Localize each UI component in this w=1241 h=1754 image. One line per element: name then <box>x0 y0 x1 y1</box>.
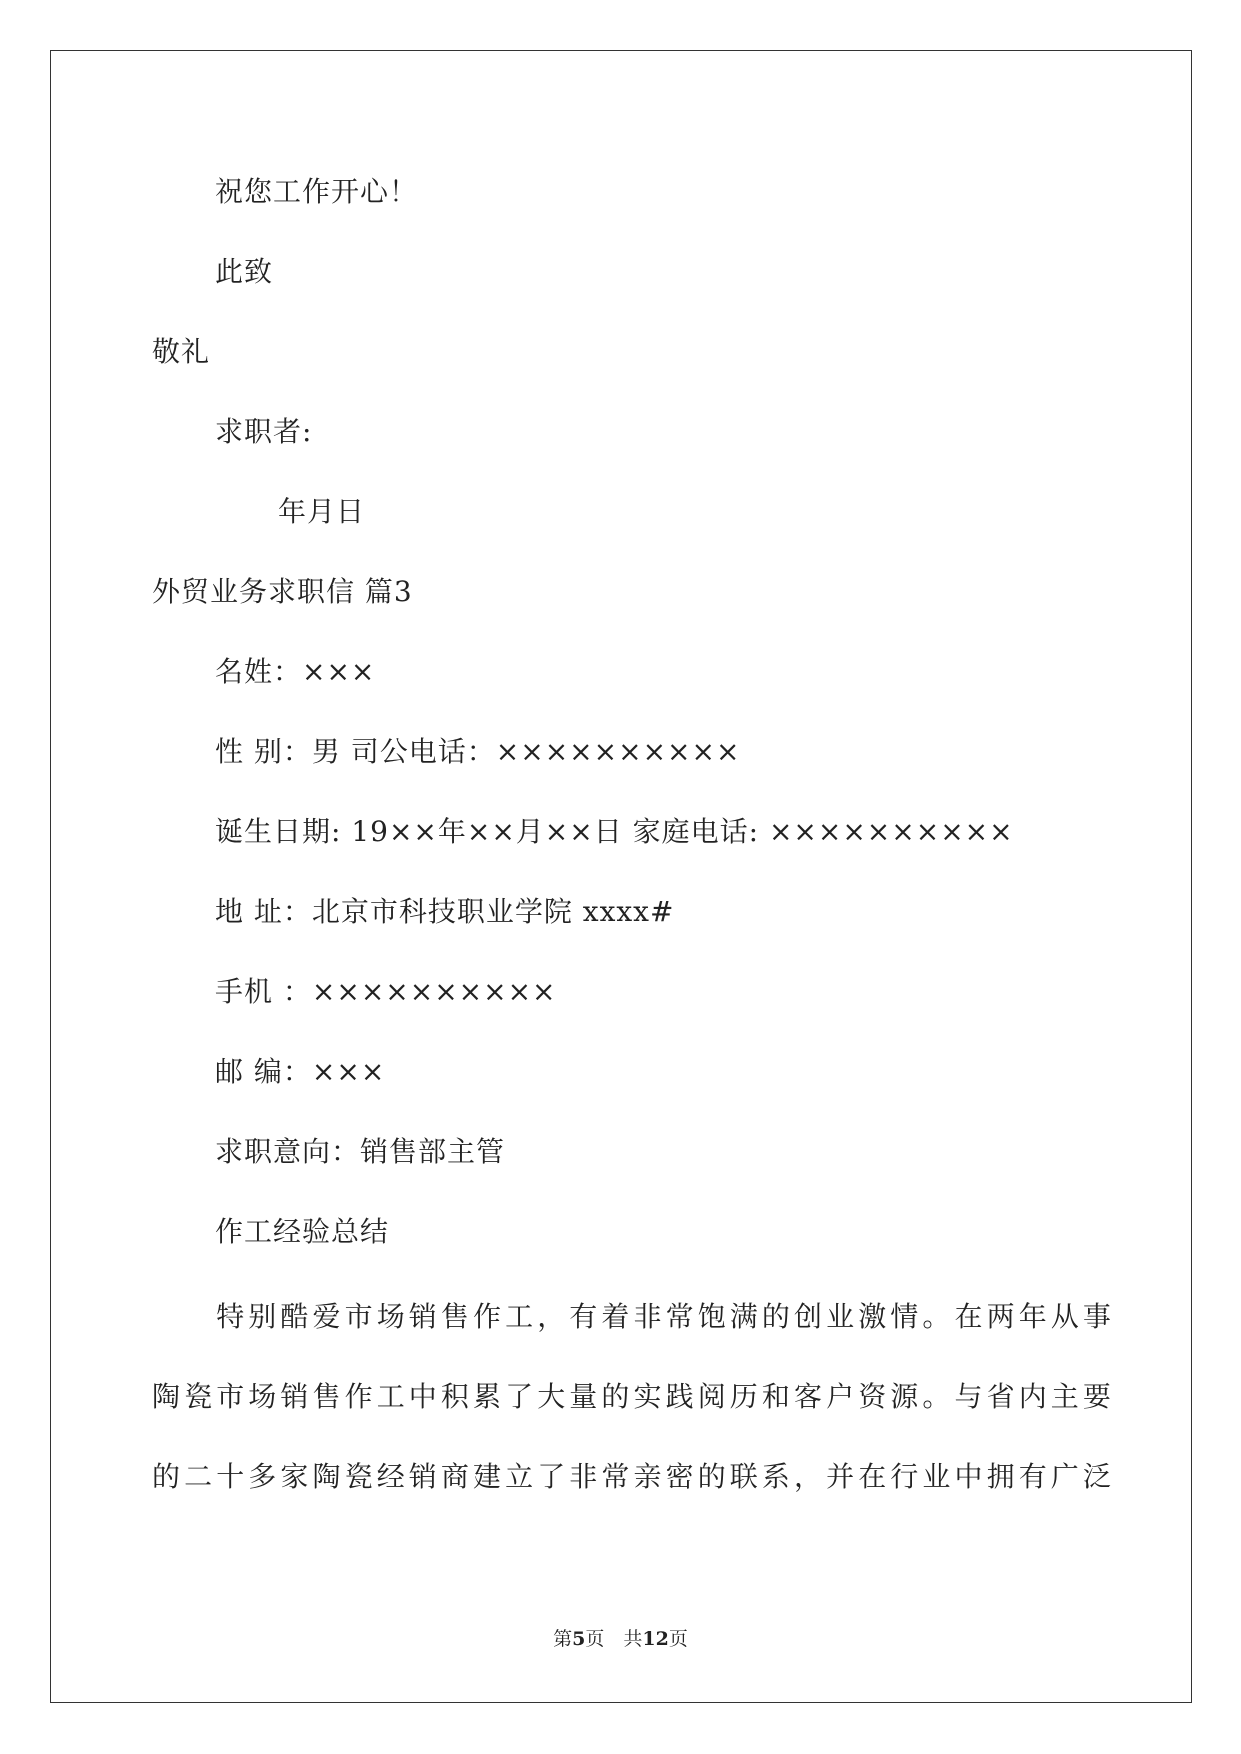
closing-ci-zhi: 此致 <box>215 255 274 288</box>
signature-applicant: 求职者: <box>215 415 313 448</box>
field-job-intent: 求职意向：销售部主管 <box>215 1135 506 1168</box>
closing-jing-li: 敬礼 <box>152 335 211 368</box>
experience-heading: 作工经验总结 <box>215 1215 390 1248</box>
page-border <box>50 50 1192 1703</box>
page-footer <box>0 1627 1241 1651</box>
field-name: 名姓：××× <box>215 655 376 688</box>
closing-wish: 祝您工作开心！ <box>215 175 419 208</box>
field-postcode: 邮 编：××× <box>215 1055 386 1088</box>
field-birth-home-phone: 诞生日期: 19××年××月××日 家庭电话: ×××××××××× <box>215 815 1014 848</box>
section-heading: 外贸业务求职信 篇3 <box>152 575 413 608</box>
field-gender-phone: 性 别：男 司公电话：×××××××××× <box>215 735 741 768</box>
paragraph-line-2: 陶瓷市场销售作工中积累了大量的实践阅历和客户资源。与省内主要 <box>152 1380 1116 1413</box>
footer-prefix: 第 <box>553 1628 573 1650</box>
footer-total-pages: 12 <box>642 1628 669 1650</box>
footer-page-number: 5 <box>572 1628 586 1650</box>
field-mobile: 手机 ：×××××××××× <box>215 975 557 1008</box>
footer-suffix: 页 <box>668 1628 688 1650</box>
signature-date: 年月日 <box>278 495 366 528</box>
paragraph-line-3: 的二十多家陶瓷经销商建立了非常亲密的联系，并在行业中拥有广泛 <box>152 1460 1116 1493</box>
footer-mid: 页 共 <box>585 1628 643 1650</box>
paragraph-line-1: 特别酷爱市场销售作工，有着非常饱满的创业激情。在两年从事 <box>152 1300 1116 1333</box>
field-address: 地 址：北京市科技职业学院 xxxx# <box>215 895 675 928</box>
